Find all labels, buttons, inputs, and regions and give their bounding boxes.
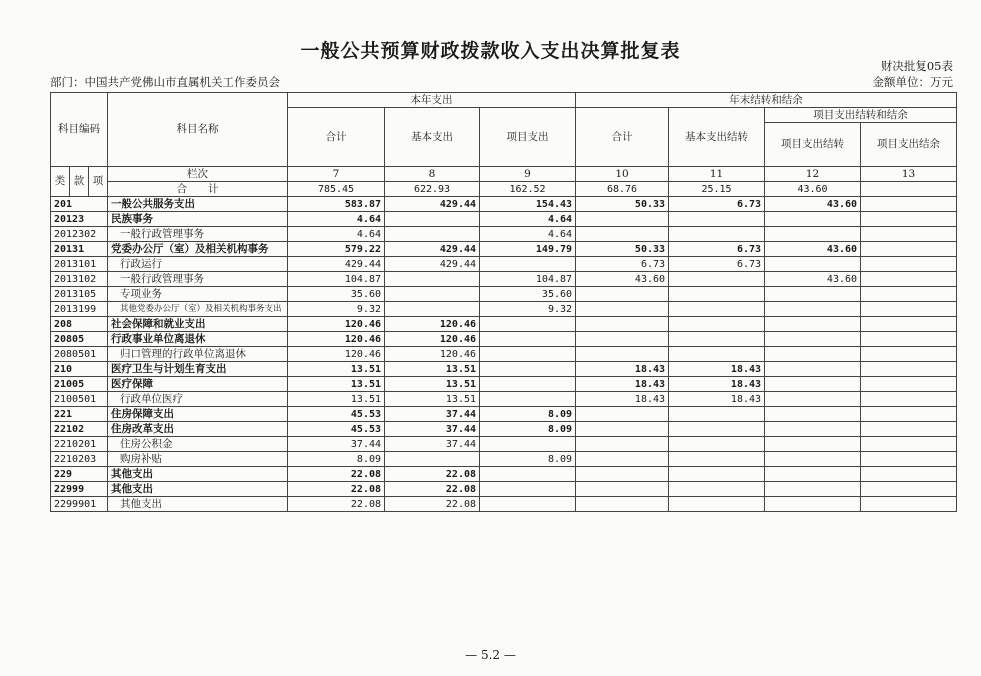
amount-cell [576, 482, 669, 497]
amount-cell [765, 347, 861, 362]
amount-cell [669, 347, 765, 362]
amount-cell: 18.43 [669, 362, 765, 377]
subject-code: 2100501 [51, 392, 108, 407]
table-row [51, 452, 957, 467]
subject-code: 2210201 [51, 437, 108, 452]
amount-cell [765, 227, 861, 242]
amount-cell [480, 437, 576, 452]
table-row [51, 497, 957, 512]
amount-cell: 6.73 [669, 197, 765, 212]
amount-cell: 579.22 [288, 242, 385, 257]
header-xiang: 项 [89, 167, 108, 197]
amount-cell: 13.51 [288, 362, 385, 377]
table-row [51, 407, 957, 422]
amount-cell [385, 452, 480, 467]
amount-cell [576, 347, 669, 362]
subject-name: 行政单位医疗 [108, 392, 288, 407]
amount-cell [576, 437, 669, 452]
amount-cell [576, 227, 669, 242]
subject-name: 购房补贴 [108, 452, 288, 467]
header-ye-total: 合计 [576, 108, 669, 167]
amount-cell [861, 212, 957, 227]
subject-name: 党委办公厅（室）及相关机构事务 [108, 242, 288, 257]
subject-name: 其他支出 [108, 482, 288, 497]
amount-cell: 18.43 [576, 377, 669, 392]
amount-cell: 43.60 [765, 197, 861, 212]
amount-cell [576, 212, 669, 227]
subject-code: 229 [51, 467, 108, 482]
subject-code: 208 [51, 317, 108, 332]
subject-code: 22102 [51, 422, 108, 437]
grand-total-value: 162.52 [480, 182, 576, 197]
amount-cell: 22.08 [385, 482, 480, 497]
amount-cell [861, 332, 957, 347]
table-row [51, 272, 957, 287]
amount-cell [669, 332, 765, 347]
amount-cell [385, 212, 480, 227]
subject-code: 2299901 [51, 497, 108, 512]
amount-cell [861, 452, 957, 467]
table-row [51, 302, 957, 317]
amount-cell [576, 422, 669, 437]
amount-cell: 22.08 [288, 467, 385, 482]
col-num: 11 [669, 167, 765, 182]
amount-cell: 104.87 [288, 272, 385, 287]
amount-cell [669, 272, 765, 287]
amount-cell: 120.46 [385, 317, 480, 332]
amount-cell: 154.43 [480, 197, 576, 212]
amount-cell: 9.32 [480, 302, 576, 317]
amount-cell [765, 302, 861, 317]
amount-cell [861, 482, 957, 497]
amount-cell: 35.60 [480, 287, 576, 302]
amount-cell [861, 272, 957, 287]
amount-cell: 9.32 [288, 302, 385, 317]
amount-cell [576, 317, 669, 332]
grand-total-value: 68.76 [576, 182, 669, 197]
table-row [51, 467, 957, 482]
subject-name: 一般公共服务支出 [108, 197, 288, 212]
header-code: 科目编码 [51, 93, 108, 167]
amount-cell: 43.60 [765, 242, 861, 257]
amount-cell [480, 482, 576, 497]
amount-cell [576, 407, 669, 422]
amount-cell: 37.44 [385, 437, 480, 452]
amount-cell [765, 407, 861, 422]
header-name: 科目名称 [108, 93, 288, 167]
header-col-label: 栏次 [108, 167, 288, 182]
table-row [51, 242, 957, 257]
amount-cell [576, 497, 669, 512]
subject-name: 其他支出 [108, 497, 288, 512]
amount-cell: 4.64 [480, 212, 576, 227]
amount-cell: 6.73 [669, 242, 765, 257]
amount-cell [480, 332, 576, 347]
table-row [51, 317, 957, 332]
col-num: 8 [385, 167, 480, 182]
header-basic: 基本支出 [385, 108, 480, 167]
grand-total-label: 合 计 [108, 182, 288, 197]
subject-name: 住房保障支出 [108, 407, 288, 422]
amount-cell [861, 242, 957, 257]
table-row [51, 287, 957, 302]
grand-total-value: 25.15 [669, 182, 765, 197]
amount-cell: 35.60 [288, 287, 385, 302]
subject-name: 医疗卫生与计划生育支出 [108, 362, 288, 377]
subject-code: 2013199 [51, 302, 108, 317]
amount-cell: 22.08 [385, 467, 480, 482]
table-row [51, 212, 957, 227]
subject-name: 医疗保障 [108, 377, 288, 392]
amount-cell [765, 287, 861, 302]
amount-cell [385, 287, 480, 302]
amount-cell: 50.33 [576, 197, 669, 212]
header-lei: 类 [51, 167, 70, 197]
amount-cell: 583.87 [288, 197, 385, 212]
amount-cell: 22.08 [288, 482, 385, 497]
subject-code: 2012302 [51, 227, 108, 242]
amount-cell: 8.09 [480, 452, 576, 467]
amount-cell: 429.44 [385, 257, 480, 272]
amount-cell [861, 227, 957, 242]
amount-cell [385, 272, 480, 287]
amount-cell [861, 467, 957, 482]
header-project: 项目支出 [480, 108, 576, 167]
amount-cell: 120.46 [385, 347, 480, 362]
grand-total-value: 43.60 [765, 182, 861, 197]
table-row [51, 392, 957, 407]
amount-cell [669, 437, 765, 452]
subject-code: 20805 [51, 332, 108, 347]
amount-cell: 18.43 [576, 392, 669, 407]
amount-cell [861, 392, 957, 407]
subject-name: 一般行政管理事务 [108, 272, 288, 287]
subject-code: 2013101 [51, 257, 108, 272]
col-num: 7 [288, 167, 385, 182]
col-num: 9 [480, 167, 576, 182]
amount-cell [861, 302, 957, 317]
header-proj-carry: 项目支出结转 [765, 123, 861, 167]
amount-cell: 45.53 [288, 407, 385, 422]
subject-name: 归口管理的行政单位离退休 [108, 347, 288, 362]
amount-cell [765, 317, 861, 332]
amount-cell [669, 287, 765, 302]
amount-cell: 4.64 [288, 212, 385, 227]
amount-cell [861, 317, 957, 332]
table-row [51, 422, 957, 437]
subject-code: 21005 [51, 377, 108, 392]
amount-cell [669, 422, 765, 437]
amount-cell [480, 347, 576, 362]
amount-cell [861, 287, 957, 302]
amount-cell [861, 347, 957, 362]
col-num: 13 [861, 167, 957, 182]
grand-total-value: 622.93 [385, 182, 480, 197]
grand-total-value: 785.45 [288, 182, 385, 197]
amount-cell [861, 362, 957, 377]
table-row [51, 362, 957, 377]
table-row [51, 227, 957, 242]
amount-cell [576, 452, 669, 467]
amount-cell: 8.09 [480, 407, 576, 422]
amount-cell [861, 257, 957, 272]
amount-cell: 120.46 [288, 332, 385, 347]
grand-total-value [861, 182, 957, 197]
amount-cell [861, 422, 957, 437]
amount-cell [765, 437, 861, 452]
subject-name: 行政运行 [108, 257, 288, 272]
amount-cell [861, 377, 957, 392]
amount-cell: 429.44 [385, 242, 480, 257]
grand-total-row [51, 182, 957, 197]
amount-cell [576, 287, 669, 302]
amount-cell [576, 467, 669, 482]
subject-code: 2210203 [51, 452, 108, 467]
amount-cell [765, 467, 861, 482]
amount-cell [765, 257, 861, 272]
subject-code: 2013105 [51, 287, 108, 302]
page-title: 一般公共预算财政拨款收入支出决算批复表 [300, 40, 681, 62]
amount-cell: 149.79 [480, 242, 576, 257]
amount-cell [765, 332, 861, 347]
amount-cell: 50.33 [576, 242, 669, 257]
table-row [51, 377, 957, 392]
amount-cell [765, 497, 861, 512]
amount-cell [861, 437, 957, 452]
amount-cell [480, 392, 576, 407]
header-total: 合计 [288, 108, 385, 167]
subject-name: 住房改革支出 [108, 422, 288, 437]
amount-cell [861, 407, 957, 422]
amount-cell [669, 452, 765, 467]
amount-cell: 18.43 [669, 377, 765, 392]
amount-cell [765, 212, 861, 227]
amount-cell: 37.44 [288, 437, 385, 452]
header-basic-carry: 基本支出结转 [669, 108, 765, 167]
subject-name: 社会保障和就业支出 [108, 317, 288, 332]
amount-cell: 13.51 [385, 392, 480, 407]
amount-cell [576, 302, 669, 317]
amount-cell [765, 452, 861, 467]
subject-code: 201 [51, 197, 108, 212]
amount-cell: 120.46 [288, 347, 385, 362]
subject-name: 行政事业单位离退休 [108, 332, 288, 347]
subject-name: 一般行政管理事务 [108, 227, 288, 242]
amount-cell [669, 317, 765, 332]
table-row [51, 197, 957, 212]
department-label: 部门：中国共产党佛山市直属机关工作委员会 [50, 75, 280, 89]
subject-code: 2013102 [51, 272, 108, 287]
subject-code: 20123 [51, 212, 108, 227]
subject-name: 其他党委办公厅（室）及相关机构事务支出 [108, 302, 288, 317]
amount-cell [669, 302, 765, 317]
amount-cell: 104.87 [480, 272, 576, 287]
amount-cell: 8.09 [288, 452, 385, 467]
table-row [51, 482, 957, 497]
subject-name: 民族事务 [108, 212, 288, 227]
amount-cell: 429.44 [288, 257, 385, 272]
header-project-carry: 项目支出结转和结余 [765, 108, 957, 123]
amount-cell: 18.43 [669, 392, 765, 407]
amount-cell: 13.51 [385, 362, 480, 377]
page-number: — 5.2 — [465, 648, 516, 662]
amount-cell [480, 257, 576, 272]
amount-cell [861, 197, 957, 212]
amount-cell [765, 377, 861, 392]
amount-cell [480, 377, 576, 392]
amount-cell [669, 482, 765, 497]
amount-cell: 13.51 [288, 377, 385, 392]
amount-cell [480, 317, 576, 332]
header-current-year: 本年支出 [288, 93, 576, 108]
subject-code: 22999 [51, 482, 108, 497]
table-row [51, 437, 957, 452]
amount-cell [480, 467, 576, 482]
amount-cell: 4.64 [480, 227, 576, 242]
amount-cell: 22.08 [385, 497, 480, 512]
table-row [51, 332, 957, 347]
subject-code: 210 [51, 362, 108, 377]
amount-cell: 43.60 [576, 272, 669, 287]
header-proj-balance: 项目支出结余 [861, 123, 957, 167]
amount-cell [576, 332, 669, 347]
amount-cell [480, 497, 576, 512]
subject-code: 221 [51, 407, 108, 422]
amount-cell: 120.46 [385, 332, 480, 347]
amount-cell [861, 497, 957, 512]
amount-cell: 37.44 [385, 422, 480, 437]
subject-name: 住房公积金 [108, 437, 288, 452]
amount-cell: 8.09 [480, 422, 576, 437]
amount-cell [765, 482, 861, 497]
amount-cell: 4.64 [288, 227, 385, 242]
amount-cell [669, 497, 765, 512]
amount-cell [765, 392, 861, 407]
form-number: 财决批复05表 [880, 59, 953, 73]
subject-name: 其他支出 [108, 467, 288, 482]
amount-unit: 金额单位：万元 [872, 75, 953, 89]
amount-cell: 22.08 [288, 497, 385, 512]
subject-name: 专项业务 [108, 287, 288, 302]
col-num: 10 [576, 167, 669, 182]
amount-cell: 43.60 [765, 272, 861, 287]
amount-cell: 6.73 [669, 257, 765, 272]
amount-cell: 13.51 [385, 377, 480, 392]
amount-cell: 429.44 [385, 197, 480, 212]
amount-cell [669, 467, 765, 482]
amount-cell [765, 422, 861, 437]
amount-cell: 18.43 [576, 362, 669, 377]
amount-cell [385, 227, 480, 242]
amount-cell [480, 362, 576, 377]
amount-cell: 120.46 [288, 317, 385, 332]
amount-cell: 37.44 [385, 407, 480, 422]
amount-cell [765, 362, 861, 377]
amount-cell [385, 302, 480, 317]
table-row [51, 257, 957, 272]
amount-cell [669, 212, 765, 227]
amount-cell: 13.51 [288, 392, 385, 407]
amount-cell: 45.53 [288, 422, 385, 437]
subject-code: 2080501 [51, 347, 108, 362]
amount-cell [669, 407, 765, 422]
subject-code: 20131 [51, 242, 108, 257]
header-year-end: 年末结转和结余 [576, 93, 957, 108]
amount-cell: 6.73 [576, 257, 669, 272]
amount-cell [669, 227, 765, 242]
appropriation-table [50, 92, 957, 512]
header-kuan: 款 [70, 167, 89, 197]
table-row [51, 347, 957, 362]
col-num: 12 [765, 167, 861, 182]
